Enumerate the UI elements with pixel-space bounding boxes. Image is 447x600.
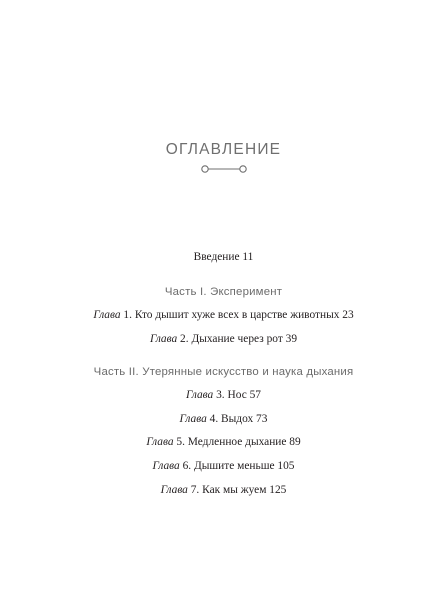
chapter-title: Выдох 73: [218, 413, 268, 425]
chapter-title: Дыхание через рот 39: [188, 333, 298, 345]
chapter-title: Дышите меньше 105: [191, 460, 295, 472]
toc-entry-chapter[interactable]: [0, 484, 447, 496]
toc-entry-intro[interactable]: Введение 11: [193, 251, 254, 263]
chapter-word: Глава: [186, 389, 214, 401]
toc-entry-chapter[interactable]: [0, 333, 447, 345]
toc-entry-chapter[interactable]: [0, 309, 447, 321]
chapter-word: Глава: [149, 333, 178, 345]
chapter-number: 4.: [206, 413, 219, 425]
chapter-title: Кто дышит хуже всех в царстве животных 23: [131, 309, 354, 321]
chapter-number: 3.: [213, 389, 225, 401]
toc-part-heading[interactable]: Часть II. Утерянные искусство и наука дыхания: [93, 366, 354, 378]
chapter-number: 6.: [179, 460, 192, 472]
chapter-number: 1.: [120, 309, 132, 321]
chapter-title: Нос 57: [224, 389, 261, 401]
page-title: ОГЛАВЛЕНИЕ: [165, 141, 282, 158]
toc-entry-chapter[interactable]: [0, 413, 447, 425]
chapter-number: 7.: [187, 484, 200, 496]
chapter-title: Как мы жуем 125: [199, 484, 287, 496]
chapter-word: Глава: [179, 413, 207, 425]
chapter-word: Глава: [160, 484, 188, 496]
toc-entry-chapter[interactable]: [0, 460, 447, 472]
chapter-number: 2.: [177, 333, 189, 345]
chapter-word: Глава: [146, 436, 174, 448]
toc-entry-chapter[interactable]: [0, 436, 447, 448]
connector-ornament-icon: [200, 163, 248, 175]
chapter-title: Медленное дыхание 89: [184, 436, 301, 448]
toc-entry-chapter[interactable]: [0, 389, 447, 401]
chapter-number: 5.: [173, 436, 185, 448]
chapter-word: Глава: [93, 309, 121, 321]
chapter-word: Глава: [152, 460, 180, 472]
toc-part-heading[interactable]: Часть I. Эксперимент: [164, 286, 283, 298]
